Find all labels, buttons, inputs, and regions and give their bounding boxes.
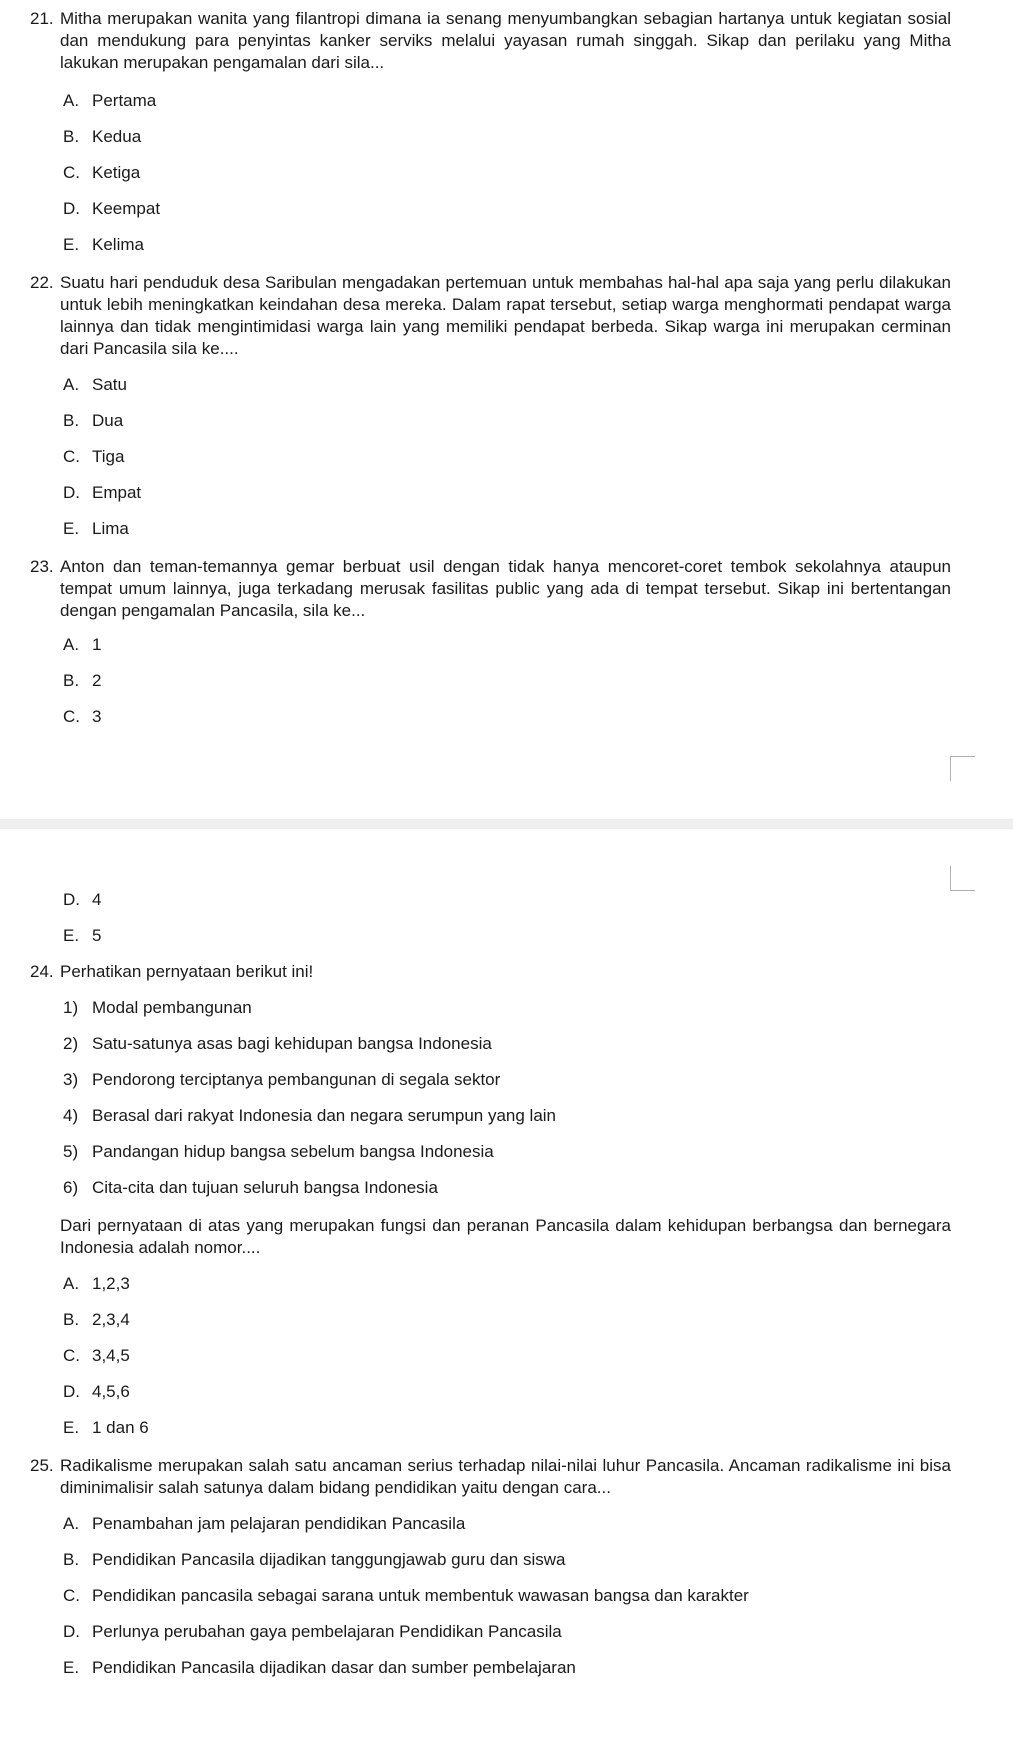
q24-statement-6 bbox=[63, 1177, 438, 1199]
option-letter: C. bbox=[63, 163, 80, 182]
q24-option-d[interactable] bbox=[63, 1381, 130, 1403]
q22-option-e[interactable] bbox=[63, 518, 129, 540]
option-text: 1 dan 6 bbox=[92, 1418, 149, 1437]
q23-option-a[interactable] bbox=[63, 634, 101, 656]
option-text: Lima bbox=[92, 519, 129, 538]
page-separator bbox=[0, 819, 1013, 829]
option-text: Penambahan jam pelajaran pendidikan Pancasila bbox=[92, 1514, 466, 1533]
q24-option-b[interactable] bbox=[63, 1309, 130, 1331]
option-letter: B. bbox=[63, 1310, 80, 1329]
question-text: Anton dan teman-temannya gemar berbuat usil dengan tidak hanya mencoret-coret tembok sekolahnya ataupun tempat umum lainnya, juga terkadang merusak fasilitas public yang ada di tempat tersebut. Sikap ini bertentangan dengan pengamalan Pancasila, sila ke... bbox=[60, 557, 951, 620]
q24-option-c[interactable] bbox=[63, 1345, 130, 1367]
q23-option-c[interactable] bbox=[63, 706, 101, 728]
statement-text: Berasal dari rakyat Indonesia dan negara serumpun yang lain bbox=[92, 1106, 557, 1125]
option-letter: D. bbox=[63, 890, 80, 909]
option-letter: E. bbox=[63, 926, 80, 945]
q24-statement-1 bbox=[63, 997, 252, 1019]
option-letter: E. bbox=[63, 1658, 80, 1677]
question-22-stem bbox=[30, 272, 951, 360]
option-letter: A. bbox=[63, 91, 80, 110]
option-text: Empat bbox=[92, 483, 142, 502]
question-number: 21. bbox=[30, 9, 54, 28]
option-text: Ketiga bbox=[92, 163, 141, 182]
option-letter: E. bbox=[63, 1418, 80, 1437]
q25-option-c[interactable] bbox=[63, 1585, 749, 1607]
statement-number: 3) bbox=[63, 1070, 79, 1089]
option-text: Kedua bbox=[92, 127, 142, 146]
q21-option-d[interactable] bbox=[63, 198, 160, 220]
statement-text: Cita-cita dan tujuan seluruh bangsa Indonesia bbox=[92, 1178, 438, 1197]
q23-option-b[interactable] bbox=[63, 670, 101, 692]
statement-number: 6) bbox=[63, 1178, 79, 1197]
option-letter: A. bbox=[63, 635, 80, 654]
question-text: Mitha merupakan wanita yang filantropi dimana ia senang menyumbangkan sebagian hartanya untuk kegiatan sosial dan mendukung para penyintas kanker serviks melalui yayasan rumah singgah. Sikap dan perilaku yang Mitha lakukan merupakan pengamalan dari sila... bbox=[60, 9, 951, 72]
statement-text: Pendorong terciptanya pembangunan di segala sektor bbox=[92, 1070, 501, 1089]
option-text: 2 bbox=[92, 671, 102, 690]
q25-option-d[interactable] bbox=[63, 1621, 562, 1643]
q25-option-b[interactable] bbox=[63, 1549, 566, 1571]
option-letter: A. bbox=[63, 375, 80, 394]
option-text: Kelima bbox=[92, 235, 144, 254]
option-text: Pendidikan pancasila sebagai sarana untuk membentuk wawasan bangsa dan karakter bbox=[92, 1586, 749, 1605]
question-24-followup bbox=[60, 1215, 951, 1259]
option-text: 3 bbox=[92, 707, 102, 726]
q24-statement-2 bbox=[63, 1033, 492, 1055]
option-text: Tiga bbox=[92, 447, 125, 466]
q24-option-a[interactable] bbox=[63, 1273, 130, 1295]
q21-option-e[interactable] bbox=[63, 234, 144, 256]
option-text: Pertama bbox=[92, 91, 157, 110]
option-text: 1,2,3 bbox=[92, 1274, 130, 1293]
option-text: Dua bbox=[92, 411, 124, 430]
option-text: 1 bbox=[92, 635, 102, 654]
q21-option-a[interactable] bbox=[63, 90, 156, 112]
option-letter: C. bbox=[63, 707, 80, 726]
option-letter: A. bbox=[63, 1514, 80, 1533]
option-letter: B. bbox=[63, 1550, 80, 1569]
page-top bbox=[0, 0, 1013, 820]
question-text: Radikalisme merupakan salah satu ancaman serius terhadap nilai-nilai luhur Pancasila. Ancaman radikalisme ini bisa diminimalisir salah satunya dalam bidang pendidikan yaitu dengan cara... bbox=[60, 1456, 951, 1497]
option-text: Satu bbox=[92, 375, 127, 394]
q24-statement-5 bbox=[63, 1141, 494, 1163]
statement-text: Pandangan hidup bangsa sebelum bangsa Indonesia bbox=[92, 1142, 494, 1161]
option-letter: B. bbox=[63, 127, 80, 146]
q24-statement-3 bbox=[63, 1069, 500, 1091]
question-text: Suatu hari penduduk desa Saribulan mengadakan pertemuan untuk membahas hal-hal apa saja yang perlu dilakukan untuk lebih meningkatkan keindahan desa mereka. Dalam rapat tersebut, setiap warga menghormati pendapat warga lainnya dan tidak mengintimidasi warga lain yang memiliki pendapat berbeda. Sikap warga ini merupakan cerminan dari Pancasila sila ke.... bbox=[60, 273, 951, 358]
question-25-stem bbox=[30, 1455, 951, 1499]
option-text: Pendidikan Pancasila dijadikan tanggungjawab guru dan siswa bbox=[92, 1550, 566, 1569]
q22-option-d[interactable] bbox=[63, 482, 141, 504]
q25-option-a[interactable] bbox=[63, 1513, 465, 1535]
option-text: 3,4,5 bbox=[92, 1346, 130, 1365]
option-letter: C. bbox=[63, 447, 80, 466]
option-text: Perlunya perubahan gaya pembelajaran Pendidikan Pancasila bbox=[92, 1622, 562, 1641]
option-text: 5 bbox=[92, 926, 102, 945]
option-letter: D. bbox=[63, 199, 80, 218]
statement-number: 2) bbox=[63, 1034, 79, 1053]
question-23-stem bbox=[30, 556, 951, 622]
option-letter: C. bbox=[63, 1346, 80, 1365]
option-text: Keempat bbox=[92, 199, 161, 218]
statement-text: Satu-satunya asas bagi kehidupan bangsa Indonesia bbox=[92, 1034, 492, 1053]
crop-mark-top bbox=[950, 756, 975, 781]
question-number: 22. bbox=[30, 273, 54, 292]
option-letter: D. bbox=[63, 1382, 80, 1401]
question-number: 23. bbox=[30, 557, 54, 576]
q21-option-c[interactable] bbox=[63, 162, 140, 184]
option-text: 4 bbox=[92, 890, 102, 909]
q23-option-d[interactable] bbox=[63, 889, 101, 911]
option-letter: E. bbox=[63, 519, 80, 538]
q24-statement-4 bbox=[63, 1105, 556, 1127]
followup-text: Dari pernyataan di atas yang merupakan fungsi dan peranan Pancasila dalam kehidupan berbangsa dan bernegara Indonesia adalah nomor.... bbox=[60, 1216, 951, 1257]
option-letter: A. bbox=[63, 1274, 80, 1293]
statement-text: Modal pembangunan bbox=[92, 998, 252, 1017]
q21-option-b[interactable] bbox=[63, 126, 141, 148]
q24-option-e[interactable] bbox=[63, 1417, 149, 1439]
option-text: Pendidikan Pancasila dijadikan dasar dan sumber pembelajaran bbox=[92, 1658, 576, 1677]
question-number: 24. bbox=[30, 962, 54, 981]
option-text: 4,5,6 bbox=[92, 1382, 130, 1401]
option-letter: D. bbox=[63, 1622, 80, 1641]
option-letter: B. bbox=[63, 411, 80, 430]
option-letter: B. bbox=[63, 671, 80, 690]
option-letter: E. bbox=[63, 235, 80, 254]
option-letter: C. bbox=[63, 1586, 80, 1605]
q22-option-b[interactable] bbox=[63, 410, 123, 432]
q22-option-a[interactable] bbox=[63, 374, 127, 396]
statement-number: 1) bbox=[63, 998, 79, 1017]
statement-number: 5) bbox=[63, 1142, 79, 1161]
option-letter: D. bbox=[63, 483, 80, 502]
question-21-stem bbox=[30, 8, 951, 74]
question-text: Perhatikan pernyataan berikut ini! bbox=[60, 962, 314, 981]
crop-mark-bottom bbox=[950, 866, 975, 891]
q22-option-c[interactable] bbox=[63, 446, 124, 468]
question-number: 25. bbox=[30, 1456, 54, 1475]
q23-option-e[interactable] bbox=[63, 925, 101, 947]
question-24-stem bbox=[30, 961, 951, 983]
option-text: 2,3,4 bbox=[92, 1310, 130, 1329]
statement-number: 4) bbox=[63, 1106, 79, 1125]
q25-option-e[interactable] bbox=[63, 1657, 576, 1679]
